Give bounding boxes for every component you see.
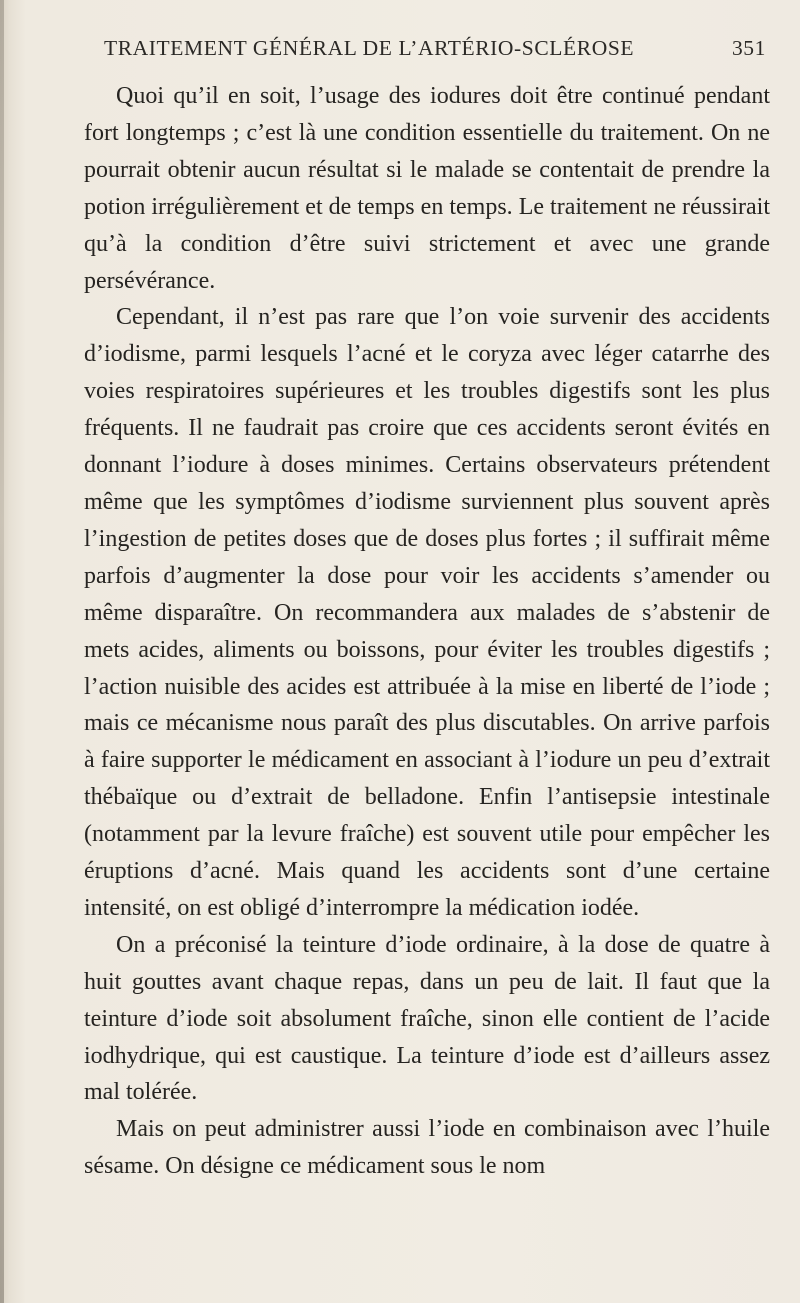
running-header [104,36,770,68]
paragraph: On a préconisé la teinture d’iode ordinaire, à la dose de quatre à huit gouttes avant chaque repas, dans un peu de lait. Il faut que la teinture d’iode soit absolument fraîche, sinon elle contient de l’acide iodhydrique, qui est caustique. La teinture d’iode est d’ailleurs assez mal tolérée. [84,931,770,1106]
page-number: 351 [731,36,766,60]
page-gutter-shadow [0,0,4,1303]
paragraph: Mais on peut administrer aussi l’iode en combinaison avec l’huile sésame. On désigne ce médicament sous le nom [84,1116,770,1180]
body-text [84,78,770,1185]
paragraph: Quoi qu’il en soit, l’usage des iodures doit être continué pendant fort longtemps ; c’est là une condition essentielle du traitement. On ne pourrait obtenir aucun résultat si le malade se contentait de prendre la potion irrégulièrement et de temps en temps. Le traitement ne réussirait qu’à la condition d’être suivi strictement et avec une grande persévérance. [84,83,770,294]
paragraph: Cependant, il n’est pas rare que l’on voie survenir des accidents d’iodisme, parmi lesquels l’acné et le coryza avec léger catarrhe des voies respiratoires supérieures et les troubles digestifs sont les plus fréquents. Il ne faudrait pas croire que ces accidents seront évités en donnant l’iodure à doses minimes. Certains observateurs prétendent même que les symptômes d’iodisme surviennent plus souvent après l’ingestion de petites doses que de doses plus fortes ; il suffirait même parfois d’augmenter la dose pour voir les accidents s’amender ou même disparaître. On recommandera aux malades de s’abstenir de mets acides, aliments ou boissons, pour éviter les troubles digestifs ; l’action nuisible des acides est attribuée à la mise en liberté de l’iode ; mais ce mécanisme nous paraît des plus discutables. On arrive parfois à faire supporter le médicament en associant à l’iodure un peu d’extrait thébaïque ou d’extrait de belladone. Enfin l’antisepsie intestinale (notamment par la levure fraîche) est souvent utile pour empêcher les éruptions d’acné. Mais quand les accidents sont d’une certaine intensité, on est obligé d’interrompre la médication iodée. [84,304,770,921]
running-title: TRAITEMENT GÉNÉRAL DE L’ARTÉRIO-SCLÉROSE [104,36,635,60]
